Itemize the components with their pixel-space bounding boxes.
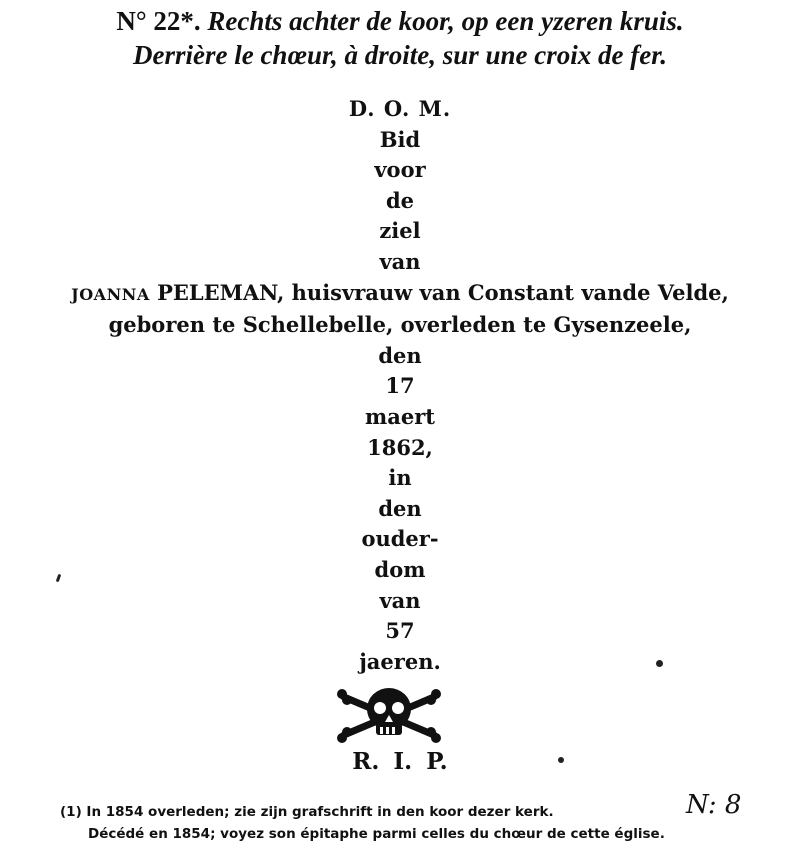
epitaph-name-line (0, 278, 800, 311)
epitaph-line: ouder- (361, 526, 439, 552)
epitaph-line: maert (365, 403, 435, 429)
ink-speck (558, 757, 564, 763)
epitaph-line: van (379, 587, 421, 613)
epitaph-dom: D. O. M. (348, 96, 452, 121)
epitaph-line: Bid (379, 126, 421, 152)
epitaph-text (0, 94, 800, 677)
ink-speck (656, 660, 663, 667)
skull-crossbones-icon (334, 683, 444, 743)
entry-number: N° 22*. (116, 6, 201, 36)
entry-heading-french (0, 40, 800, 70)
epitaph-line: van (379, 248, 421, 274)
epitaph-line: in (388, 465, 412, 491)
footnote-french: Décédé en 1854; voyez son épitaphe parmi celles du chœur de cette église. (88, 826, 665, 842)
epitaph-line: 57 (385, 618, 415, 644)
epitaph-line: den (378, 495, 422, 521)
epitaph-birth-line: geboren te Schellebelle, overleden te Gysenzeele, (108, 312, 692, 338)
deceased-name-rest: PELEMAN, huisvrauw van Constant vande Velde, (157, 279, 729, 305)
deceased-first-name: JOANNA (71, 284, 150, 304)
handwritten-note: N: 8 (686, 790, 742, 820)
epitaph-line: ziel (379, 218, 421, 244)
location-french: Derrière le chœur, à droite, sur une croix de fer. (132, 40, 667, 70)
epitaph-line: voor (374, 157, 426, 183)
epitaph-line: de (385, 187, 415, 213)
epitaph-line: 17 (385, 373, 415, 399)
entry-heading-dutch (0, 6, 800, 36)
epitaph-line: dom (374, 556, 426, 582)
rip-line: R. I. P. (352, 748, 448, 775)
location-dutch: Rechts achter de koor, op een yzeren kruis. (207, 6, 684, 36)
epitaph-line: den (378, 342, 422, 368)
footnote-dutch: (1) In 1854 overleden; zie zijn grafschrift in den koor dezer kerk. (60, 804, 554, 820)
epitaph-line: jaeren. (359, 648, 441, 674)
epitaph-line: 1862, (367, 434, 433, 460)
